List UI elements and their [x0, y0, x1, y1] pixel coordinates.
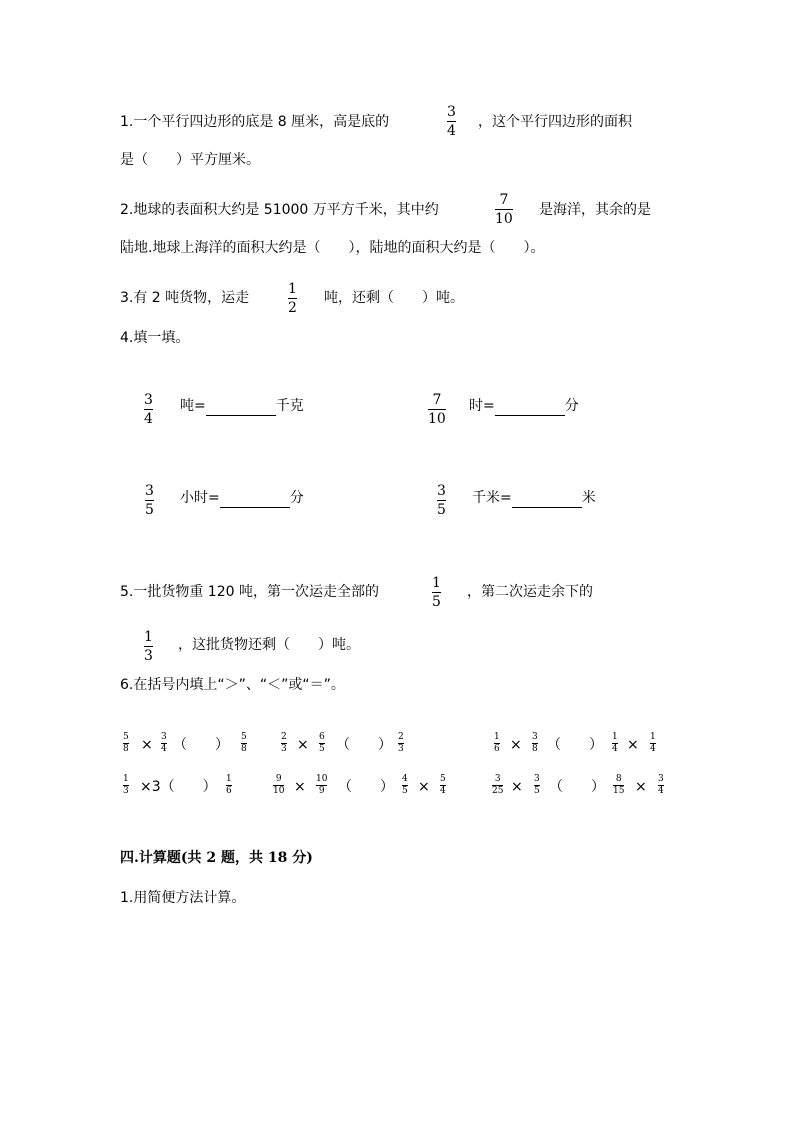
q6-r1-frac: [612, 733, 618, 754]
q4-item1-post: 千克: [275, 398, 304, 414]
denominator: 10: [273, 786, 285, 796]
q6-r1-frac: [161, 733, 167, 754]
comparison-blank[interactable]: （ ）: [338, 779, 394, 795]
q6-r2-frac: [273, 775, 284, 796]
answer-blank[interactable]: [220, 492, 290, 508]
denominator: 2: [288, 300, 297, 316]
q4-item4-post: 米: [581, 490, 596, 506]
q1-line1-end: ，这个平行四边形的面积: [478, 114, 632, 130]
denominator: 5: [534, 786, 540, 796]
q1-line2: 是（ ）平方厘米。: [120, 152, 260, 168]
numerator: 4: [402, 774, 408, 784]
numerator: 3: [658, 774, 664, 784]
q4-item3-post: 分: [289, 490, 304, 506]
q3-fraction: [288, 282, 297, 315]
numerator: 1: [650, 732, 656, 742]
denominator: 25: [492, 786, 504, 796]
numerator: 3: [161, 732, 167, 742]
denominator: 4: [658, 786, 664, 796]
numerator: 1: [432, 575, 441, 591]
denominator: 4: [161, 744, 167, 754]
q6-r2-frac: [534, 775, 540, 796]
q2-fraction: [495, 193, 513, 226]
q5-fraction-1: [432, 576, 441, 609]
numerator: 1: [123, 774, 129, 784]
q4-item1-pre: 吨=: [180, 398, 206, 414]
denominator: 10: [428, 411, 446, 427]
denominator: 3: [144, 648, 153, 664]
q4-item4: [472, 488, 596, 508]
q6-r1-frac: [281, 733, 287, 754]
denominator: 4: [612, 744, 618, 754]
section-heading: 四.计算题(共 2 题，共 18 分): [120, 850, 313, 866]
denominator: 3: [281, 744, 287, 754]
q6-r1-frac: [123, 733, 129, 754]
q5-fraction-2: [144, 630, 153, 663]
q1-line1-start: 1.一个平行四边形的底是 8 厘米，高是底的: [120, 114, 390, 130]
times-three-blank[interactable]: ×3（ ）: [140, 779, 217, 795]
q3-text-end: 吨，还剩（ ）吨。: [324, 290, 464, 306]
numerator: 3: [145, 483, 154, 499]
denominator: 4: [447, 123, 456, 139]
q6-r2-frac: [226, 775, 232, 796]
answer-blank[interactable]: [495, 400, 565, 416]
answer-blank[interactable]: [206, 400, 276, 416]
times-sign: ×: [510, 737, 522, 753]
q6-r1-frac: [319, 733, 325, 754]
q6-r1-frac: [241, 733, 247, 754]
q4-item1-fraction: [144, 393, 153, 426]
q4-item3: [180, 488, 304, 508]
q4-item3-pre: 小时=: [180, 490, 220, 506]
numerator: 2: [281, 732, 287, 742]
numerator: 3: [144, 392, 153, 408]
denominator: 15: [613, 786, 625, 796]
times-sign: ×: [511, 779, 523, 795]
q4-item4-fraction: [437, 484, 446, 517]
times-sign: ×: [141, 737, 153, 753]
q6-r2-frac: [613, 775, 624, 796]
q4-item4-pre: 千米=: [472, 490, 512, 506]
times-sign: ×: [627, 737, 639, 753]
q3-text-start: 3.有 2 吨货物，运走: [120, 290, 250, 306]
q6-r2-frac: [123, 775, 129, 796]
q6-r1-frac: [494, 733, 500, 754]
comparison-blank[interactable]: （ ）: [173, 737, 229, 753]
numerator: 1: [288, 281, 297, 297]
denominator: 4: [650, 744, 656, 754]
q5-line1-end: ，第二次运走余下的: [467, 584, 593, 600]
q2-line1-end: 是海洋，其余的是: [539, 202, 651, 218]
numerator: 1: [144, 629, 153, 645]
q6-title: 6.在括号内填上“＞”、“＜”或“＝”。: [120, 677, 345, 693]
times-sign: ×: [297, 737, 309, 753]
times-sign: ×: [635, 779, 647, 795]
comparison-blank[interactable]: （ ）: [336, 737, 392, 753]
q6-r2-frac: [440, 775, 446, 796]
numerator: 6: [319, 732, 325, 742]
denominator: 3: [123, 786, 129, 796]
q5-line1-start: 5.一批货物重 120 吨，第一次运走全部的: [120, 584, 379, 600]
q4-item2: [469, 396, 579, 416]
numerator: 5: [123, 732, 129, 742]
denominator: 5: [432, 594, 441, 610]
answer-blank[interactable]: [512, 492, 582, 508]
denominator: 5: [402, 786, 408, 796]
denominator: 4: [144, 411, 153, 427]
denominator: 9: [318, 786, 325, 796]
denominator: 5: [319, 744, 325, 754]
numerator: 5: [241, 732, 247, 742]
denominator: 6: [226, 786, 232, 796]
q4-item2-fraction: [428, 393, 446, 426]
numerator: 1: [612, 732, 618, 742]
section4-q1: 1.用简便方法计算。: [120, 890, 246, 906]
q6-r2-frac: [658, 775, 664, 796]
q4-item2-post: 分: [564, 398, 579, 414]
numerator: 1: [226, 774, 232, 784]
numerator: 3: [437, 483, 446, 499]
q6-r2-frac: [402, 775, 408, 796]
times-sign: ×: [294, 779, 306, 795]
q4-title: 4.填一填。: [120, 330, 190, 346]
q2-line2: 陆地.地球上海洋的面积大约是（ ），陆地的面积大约是（ ）。: [120, 240, 545, 256]
q4-item1: [180, 396, 304, 416]
q4-item2-pre: 时=: [469, 398, 495, 414]
q2-line1-start: 2.地球的表面积大约是 51000 万平方千米，其中约: [120, 202, 439, 218]
denominator: 10: [495, 211, 513, 227]
q6-r1-frac: [532, 733, 538, 754]
numerator: 10: [316, 774, 328, 784]
q1-fraction: [447, 105, 456, 138]
numerator: 8: [615, 774, 622, 784]
numerator: 3: [534, 774, 540, 784]
numerator: 7: [499, 192, 509, 208]
comparison-blank[interactable]: （ ）: [549, 779, 605, 795]
numerator: 9: [275, 774, 282, 784]
denominator: 8: [123, 744, 129, 754]
numerator: 3: [447, 104, 456, 120]
denominator: 5: [145, 502, 154, 518]
denominator: 5: [437, 502, 446, 518]
times-sign: ×: [418, 779, 430, 795]
numerator: 2: [398, 732, 404, 742]
q6-r2-frac: [492, 775, 503, 796]
q5-line2: ，这批货物还剩（ ）吨。: [178, 637, 360, 653]
numerator: 5: [440, 774, 446, 784]
q6-r2-frac: [316, 775, 327, 796]
q6-r1-frac: [398, 733, 404, 754]
comparison-blank[interactable]: （ ）: [547, 737, 603, 753]
denominator: 8: [532, 744, 538, 754]
q4-item3-fraction: [145, 484, 154, 517]
q6-r1-frac: [650, 733, 656, 754]
denominator: 8: [241, 744, 247, 754]
numerator: 3: [494, 774, 501, 784]
denominator: 4: [440, 786, 446, 796]
numerator: 3: [532, 732, 538, 742]
numerator: 1: [494, 732, 500, 742]
denominator: 6: [494, 744, 500, 754]
denominator: 3: [398, 744, 404, 754]
numerator: 7: [432, 392, 442, 408]
